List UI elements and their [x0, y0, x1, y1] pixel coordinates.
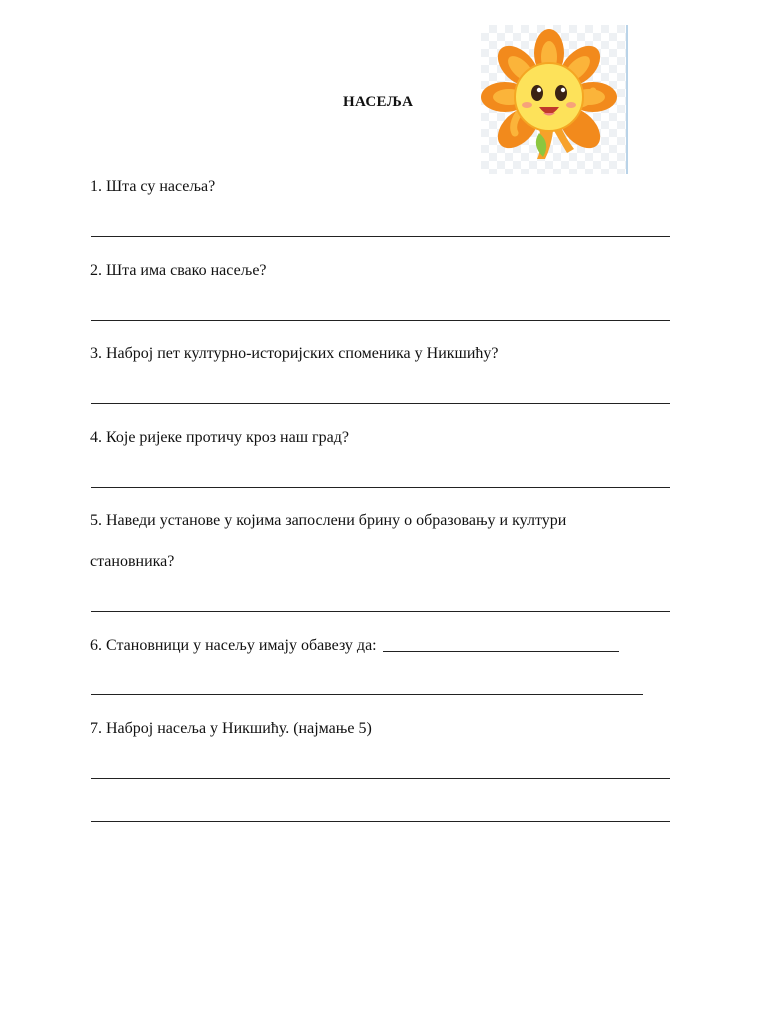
answer-line-2[interactable]: [91, 320, 670, 321]
question-7: 7. Наброј насеља у Никшићу. (најмање 5): [90, 720, 372, 737]
question-5: 5. Наведи установе у којима запослени брину о образовању и култури: [90, 512, 567, 529]
answer-line-4[interactable]: [91, 487, 670, 488]
question-3: 3. Наброј пет културно-историјских споменика у Никшићу?: [90, 345, 499, 362]
question-4: 4. Које ријеке протичу кроз наш град?: [90, 429, 349, 446]
answer-inline-line-6[interactable]: [383, 651, 619, 652]
question-1: 1. Шта су насеља?: [90, 178, 216, 195]
answer-line-6[interactable]: [91, 694, 643, 695]
question-5-continuation: становника?: [90, 553, 175, 570]
answer-line-5[interactable]: [91, 611, 670, 612]
answer-line-1[interactable]: [91, 236, 670, 237]
question-6: [90, 637, 619, 655]
sunflower-icon: [481, 25, 626, 174]
question-2: 2. Шта има свако насеље?: [90, 262, 267, 279]
answer-line-3[interactable]: [91, 403, 670, 404]
answer-line-7a[interactable]: [91, 778, 670, 779]
answer-line-7b[interactable]: [91, 821, 670, 822]
question-6-text: 6. Становници у насељу имају обавезу да:: [90, 637, 377, 654]
page-title: НАСЕЉА: [343, 94, 414, 110]
sunflower-mascot-image: [481, 25, 628, 174]
